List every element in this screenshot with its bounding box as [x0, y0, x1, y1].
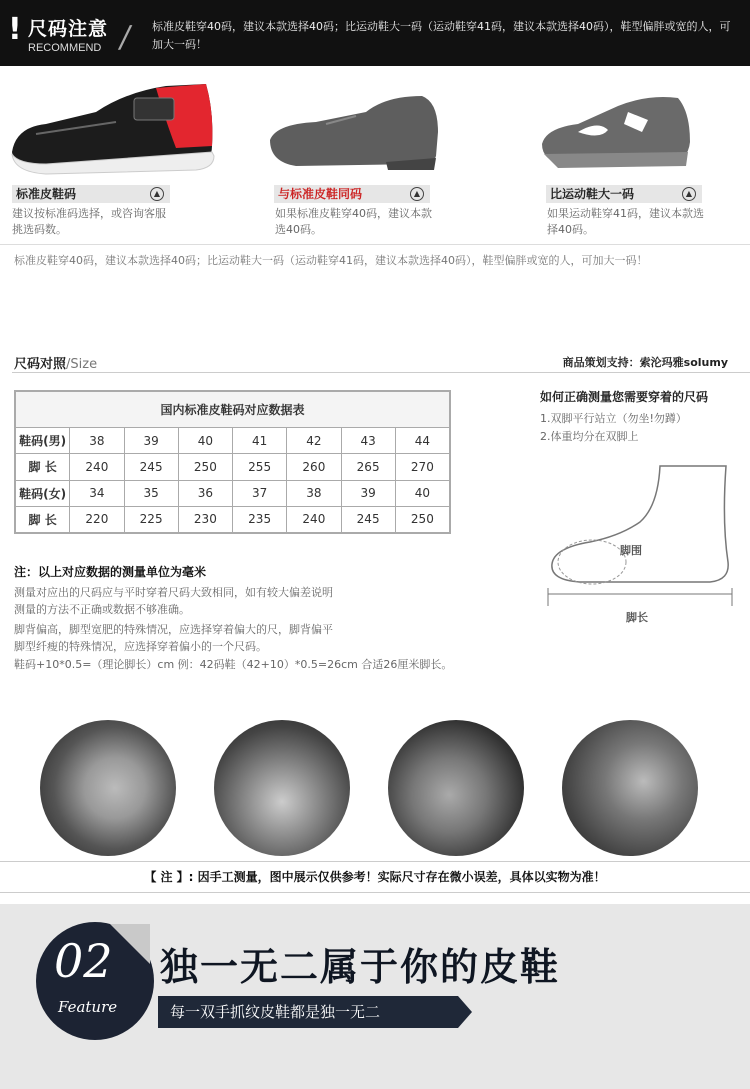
hand-stitching-photo — [214, 720, 350, 856]
size-advice-text: 标准皮鞋穿40码，建议本款选择40码；比运动鞋大一码（运动鞋穿41码，建议本款选择40码），鞋型偏胖或宽的人，可加大一码！ — [14, 254, 648, 267]
caption-label: 比运动鞋大一码 — [550, 187, 635, 201]
shoe-desc-standard: 建议按标准码选择，或咨询客服挑选码数。 — [12, 207, 166, 236]
chevron-up-icon: ▲ — [410, 187, 424, 201]
note-line: 鞋码+10*0.5=（理论脚长）cm 例：42码鞋（42+10）*0.5=26cm 合适26厘米脚长。 — [14, 658, 453, 671]
header-title: 尺码注意 — [28, 18, 109, 40]
measure-step: 2.体重均分在双脚上 — [540, 430, 639, 443]
divider — [12, 372, 750, 373]
header-note: 标准皮鞋穿40码，建议本款选择40码；比运动鞋大一码（运动鞋穿41码，建议本款选择40码），鞋型偏胖或宽的人，可加大一码！ — [152, 20, 731, 51]
caption-label: 与标准皮鞋同码 — [278, 187, 363, 201]
foot-length-label: 脚长 — [626, 611, 648, 624]
measure-title: 如何正确测量您需要穿着的尺码 — [540, 390, 709, 404]
caption-label: 标准皮鞋码 — [16, 187, 77, 201]
size-section-title-en: /Size — [66, 357, 98, 372]
measure-step: 1.双脚平行站立（勿坐!勿蹲） — [540, 412, 687, 425]
table-row: 鞋码(女) 34 35 36 37 38 39 40 — [16, 480, 450, 506]
shoe-caption-standard — [12, 185, 170, 203]
size-table — [14, 390, 451, 534]
feature-subtitle: 每一双手抓纹皮鞋都是独一无二 — [158, 996, 458, 1028]
disclaimer: 【 注 】: 因手工测量，图中展示仅供参考！实际尺寸存在微小误差，具体以实物为准！ — [144, 870, 606, 884]
shoe-caption-same — [274, 185, 430, 203]
chevron-up-icon: ▲ — [150, 187, 164, 201]
size-table-title: 国内标准皮鞋码对应数据表 — [16, 392, 450, 428]
note-line: 测量的方法不正确或数据不够准确。 — [14, 603, 190, 616]
header-subtitle: RECOMMEND — [28, 42, 102, 54]
sneaker-image — [6, 72, 206, 182]
divider — [0, 892, 750, 893]
divider — [0, 861, 750, 862]
page-curl-icon — [110, 924, 150, 964]
note-line: 脚背偏高，脚型宽肥的特殊情况，应选择穿着偏大的尺，脚背偏平 — [14, 623, 333, 636]
table-row: 鞋码(男) 38 39 40 41 42 43 44 — [16, 428, 450, 454]
exclamation-icon: ! — [8, 12, 22, 47]
divider-slash: / — [116, 20, 134, 55]
sport-shoe-image — [538, 72, 738, 182]
chevron-up-icon: ▲ — [682, 187, 696, 201]
foot-diagram — [540, 462, 740, 612]
planner-credit: 商品策划支持：索沦玛雅solumy — [562, 356, 728, 369]
shoe-desc-sport: 如果运动鞋穿41码，建议本款选择40码。 — [547, 207, 704, 236]
shoe-desc-same: 如果标准皮鞋穿40码，建议本款选40码。 — [275, 207, 432, 236]
feature-word: Feature — [58, 998, 118, 1016]
table-row: 脚 长 220 225 230 235 240 245 250 — [16, 506, 450, 532]
note-line: 脚型纤瘦的特殊情况，应选择穿着偏小的一个尺码。 — [14, 640, 267, 653]
size-section-title: 尺码对照/Size — [14, 357, 98, 372]
feature-number: 02 — [54, 934, 113, 988]
thread-spool-photo — [40, 720, 176, 856]
measuring-ruler-photo — [562, 720, 698, 856]
divider — [0, 244, 750, 245]
note-line: 测量对应出的尺码应与平时穿着尺码大致相同，如有较大偏差说明 — [14, 586, 333, 599]
foot-girth-label: 脚围 — [620, 544, 642, 557]
dress-shoe-image — [266, 72, 466, 182]
table-row: 脚 长 240 245 250 255 260 265 270 — [16, 454, 450, 480]
size-notice-header — [0, 0, 750, 66]
notes-title: 注：以上对应数据的测量单位为毫米 — [14, 565, 207, 579]
shoe-caption-sport — [546, 185, 702, 203]
feature-title: 独一无二属于你的皮鞋 — [160, 945, 561, 989]
leather-cutting-photo — [388, 720, 524, 856]
